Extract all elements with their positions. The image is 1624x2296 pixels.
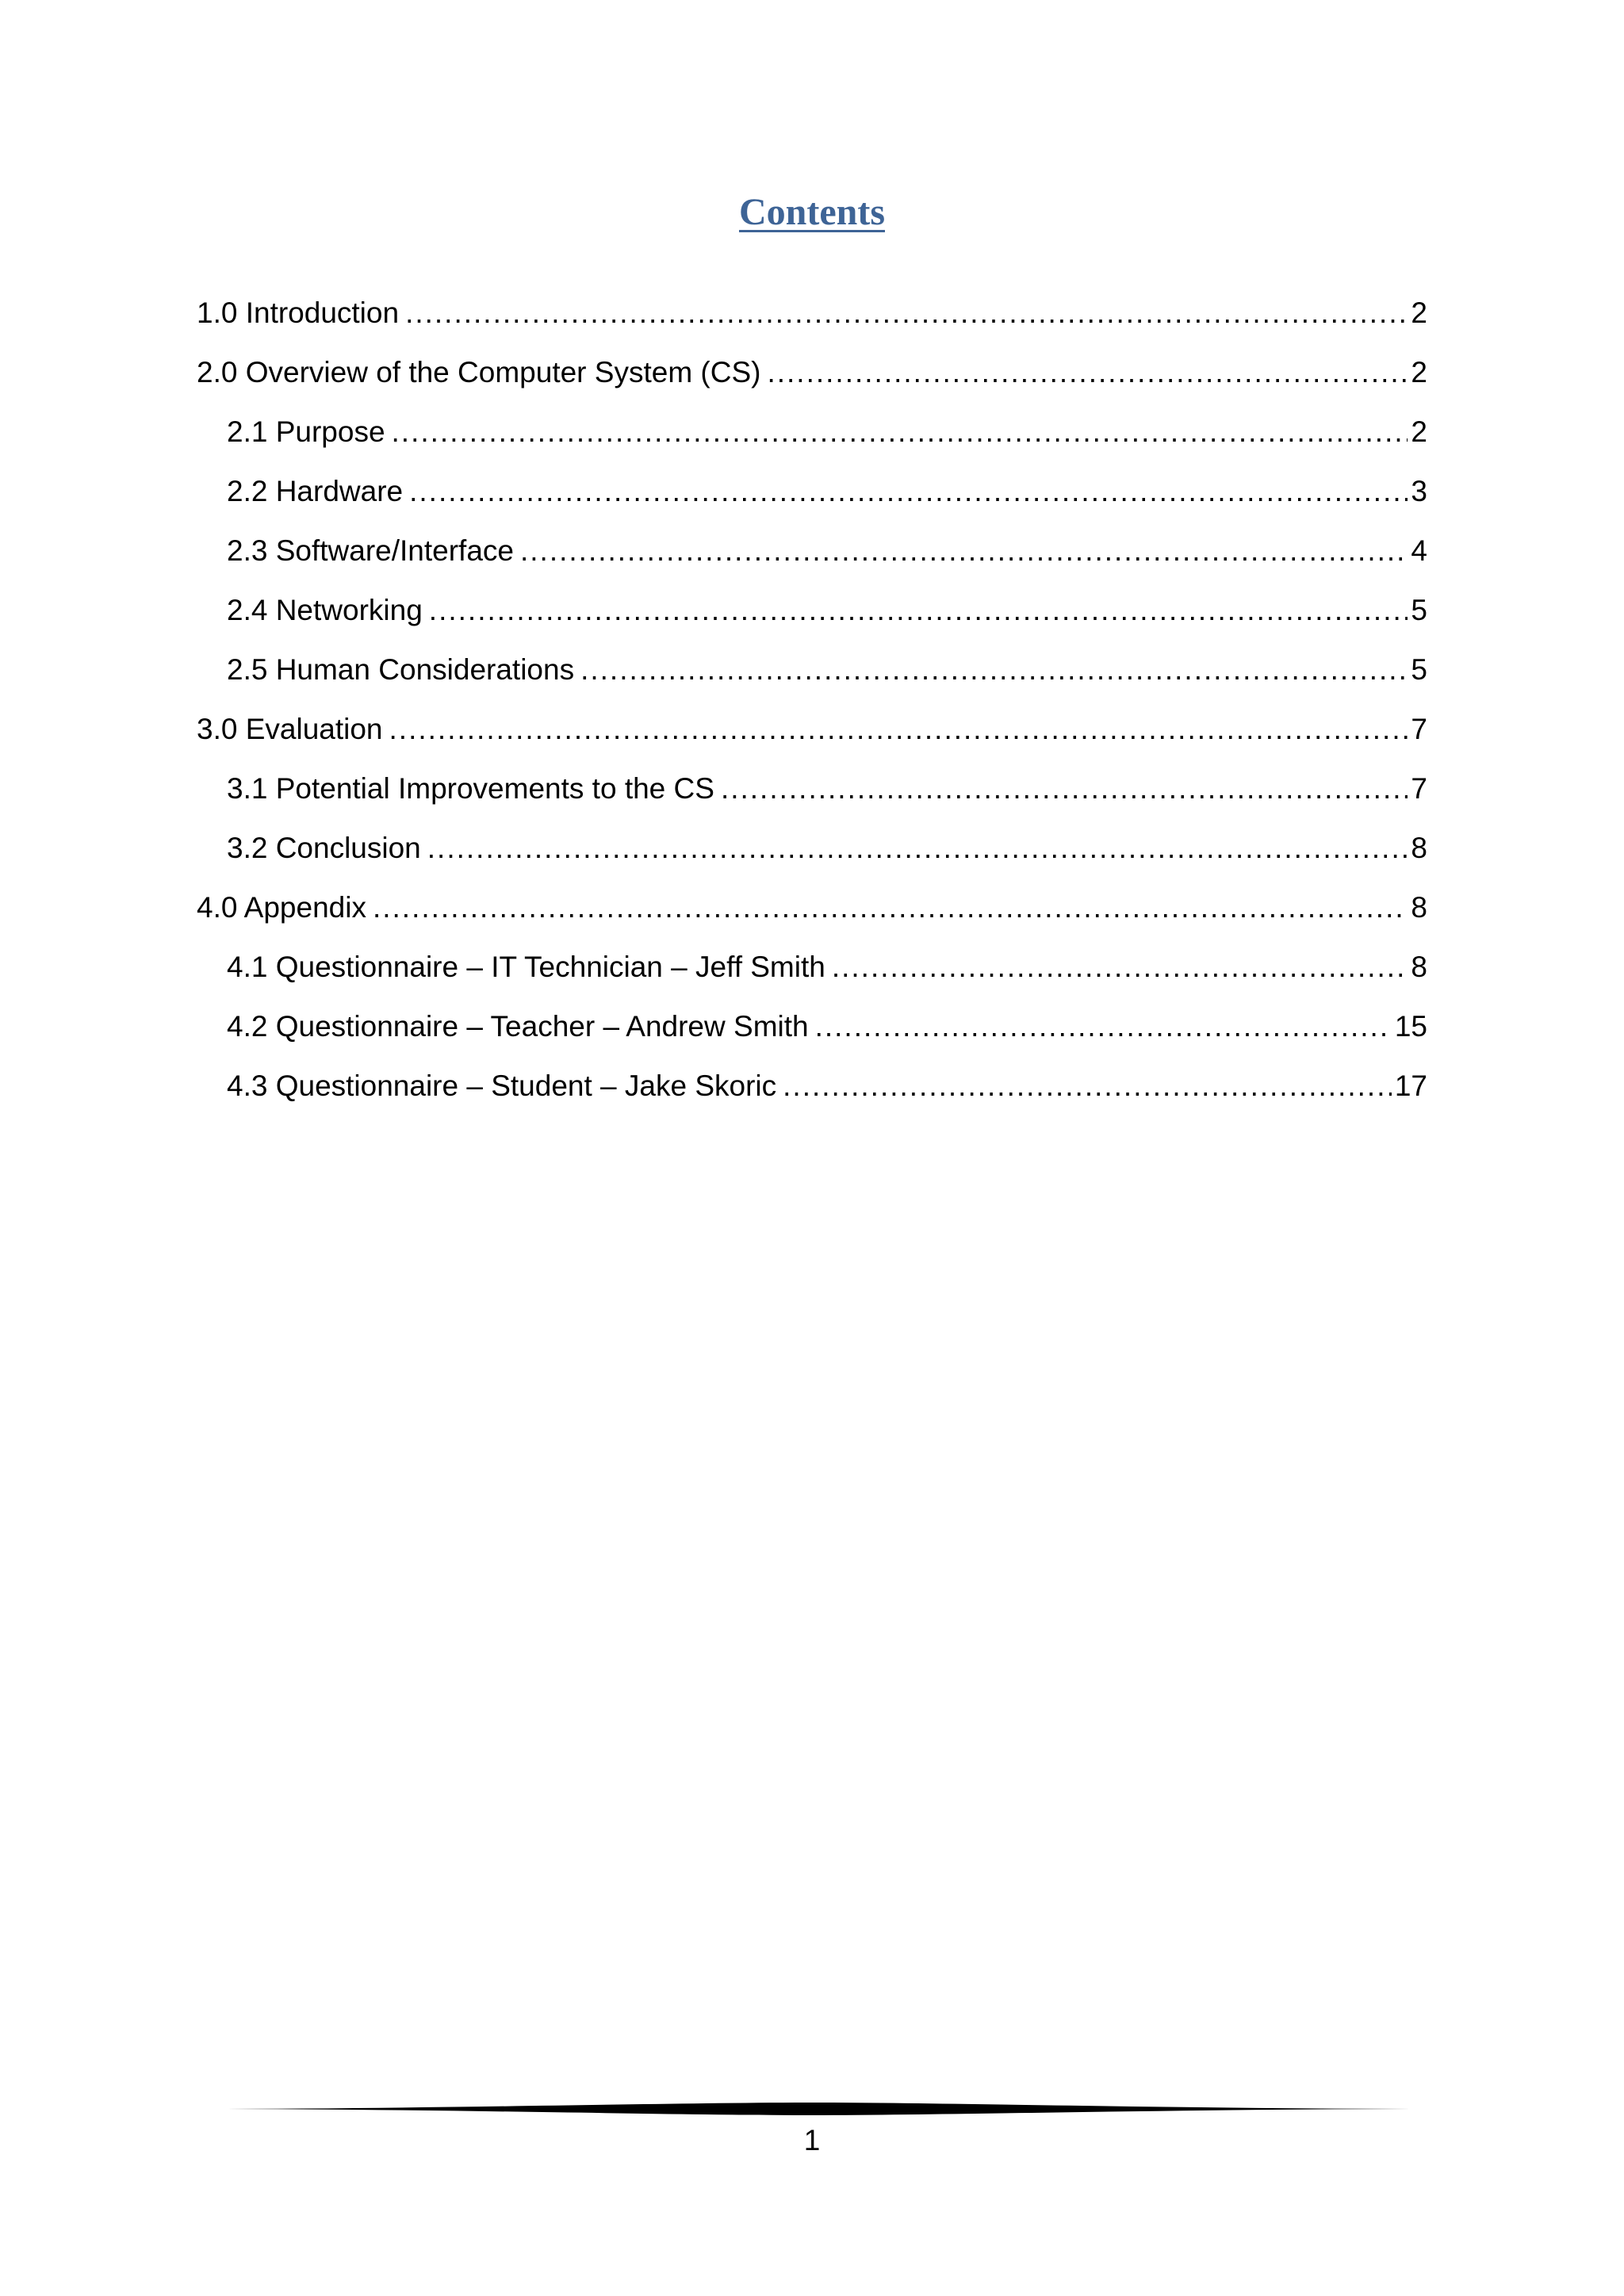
toc-dot-leader [767,351,1408,394]
toc-entry-label: 2.5 Human Considerations [227,653,575,686]
toc-page-number: 7 [1411,713,1427,745]
toc-entry-conclusion[interactable] [197,827,1427,886]
toc-dot-leader [580,649,1408,691]
toc-entry-networking[interactable] [197,589,1427,649]
toc-entry-evaluation[interactable] [197,708,1427,767]
toc-page-number: 8 [1411,832,1427,864]
toc-entry-label: 2.0 Overview of the Computer System (CS) [197,356,761,388]
toc-entry-label: 3.0 Evaluation [197,713,383,745]
toc-page-number: 4 [1411,534,1427,567]
toc-page-number: 17 [1394,1070,1427,1102]
toc-entry-label: 1.0 Introduction [197,297,400,329]
toc-page-number: 8 [1411,891,1427,924]
toc-dot-leader [721,767,1408,810]
toc-entry-hardware[interactable] [197,470,1427,530]
toc-dot-leader [815,1005,1392,1048]
toc-entry-label: 2.1 Purpose [227,415,385,448]
toc-dot-leader [389,708,1408,751]
toc-entry-label: 2.3 Software/Interface [227,534,514,567]
toc-dot-leader [405,292,1408,335]
table-of-contents [197,292,1427,1124]
toc-dot-leader [832,946,1408,989]
contents-heading: Contents [738,191,885,233]
toc-page-number: 2 [1411,415,1427,448]
toc-entry-purpose[interactable] [197,411,1427,470]
toc-entry-human-considerations[interactable] [197,649,1427,708]
toc-page-number: 3 [1411,475,1427,507]
toc-entry-label: 4.0 Appendix [197,891,366,924]
toc-entry-label: 2.4 Networking [227,594,423,626]
toc-page-number: 2 [1411,356,1427,388]
toc-page-number: 15 [1394,1010,1427,1043]
footer-swoosh-divider [197,2099,1427,2118]
toc-entry-questionnaire-teacher[interactable] [197,1005,1427,1065]
toc-page-number: 5 [1411,653,1427,686]
toc-page-number: 7 [1411,772,1427,805]
toc-dot-leader [783,1065,1392,1108]
toc-dot-leader [429,589,1408,632]
toc-entry-software-interface[interactable] [197,530,1427,589]
toc-dot-leader [392,411,1408,453]
toc-entry-questionnaire-it-technician[interactable] [197,946,1427,1005]
toc-entry-potential-improvements[interactable] [197,767,1427,827]
page-number: 1 [803,2124,821,2156]
toc-entry-label: 2.2 Hardware [227,475,404,507]
toc-entry-questionnaire-student[interactable] [197,1065,1427,1124]
toc-entry-label: 3.1 Potential Improvements to the CS [227,772,714,805]
toc-dot-leader [373,886,1408,929]
toc-entry-appendix[interactable] [197,886,1427,946]
toc-page-number: 8 [1411,951,1427,983]
toc-dot-leader [520,530,1408,572]
toc-page-number: 2 [1411,297,1427,329]
toc-entry-introduction[interactable] [197,292,1427,351]
toc-entry-label: 4.2 Questionnaire – Teacher – Andrew Smith [227,1010,809,1043]
toc-entry-label: 4.1 Questionnaire – IT Technician – Jeff Smith [227,951,825,983]
toc-entry-overview[interactable] [197,351,1427,411]
toc-dot-leader [409,470,1408,513]
toc-entry-label: 4.3 Questionnaire – Student – Jake Skoric [227,1070,777,1102]
toc-page-number: 5 [1411,594,1427,626]
toc-dot-leader [427,827,1408,870]
toc-entry-label: 3.2 Conclusion [227,832,421,864]
